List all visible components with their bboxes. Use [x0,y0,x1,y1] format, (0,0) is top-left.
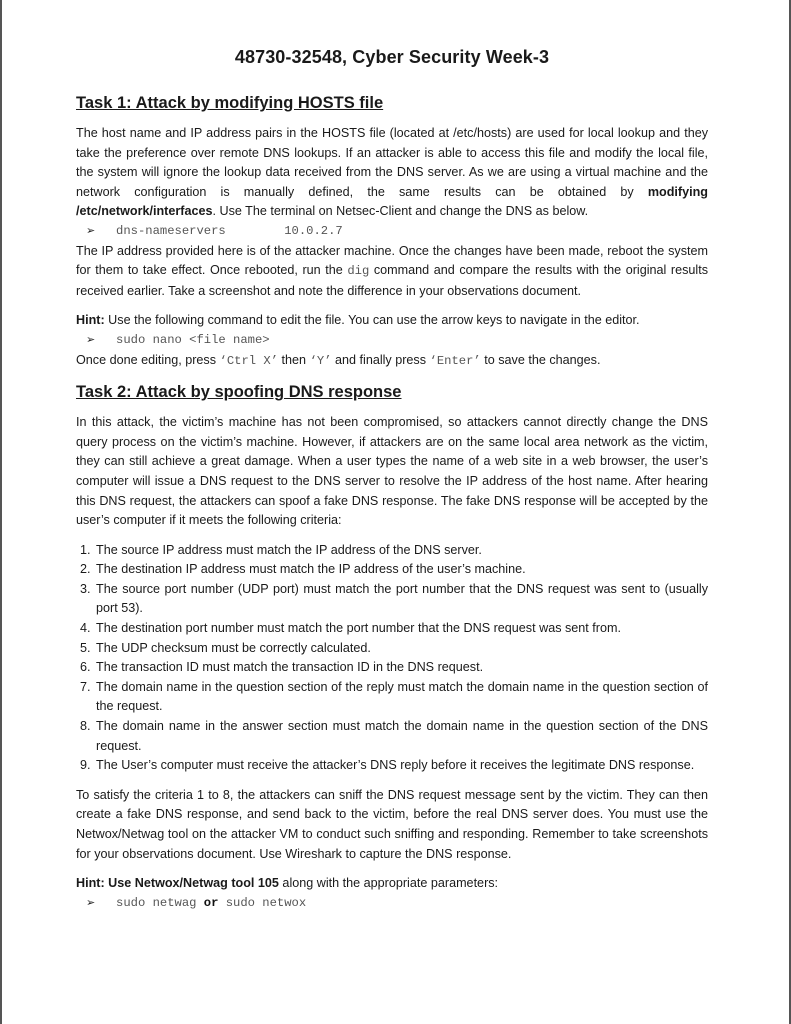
code-bullet-sudo-nano [86,331,708,351]
page-left-border [0,0,2,1024]
criteria-item: 4. The destination port number must match the port number that the DNS request was sent from. [94,619,708,639]
criteria-item: 7. The domain name in the question section of the reply must match the domain name in the question section of the request. [94,678,708,717]
task1-edit-instructions: Once done editing, press ‘Ctrl X’ then ‘Y’ and finally press ‘Enter’ to save the changes. [76,352,601,368]
arrowhead-bullet-icon: ➢ [86,224,96,237]
task1-heading: Task 1: Attack by modifying HOSTS file [76,94,384,112]
document-title: 48730-32548, Cyber Security Week-3 [234,47,550,67]
criteria-item: 8. The domain name in the answer section must match the domain name in the question section of the DNS request. [94,717,708,756]
criteria-item: 5. The UDP checksum must be correctly calculated. [94,639,708,659]
code-bullet-netwag-netwox [86,894,708,914]
code-sudo-nano: sudo nano <file name> [116,332,270,347]
code-bullet-dns-nameservers [86,222,708,242]
criteria-list [76,541,708,776]
task2-hint: Hint: Use Netwox/Netwag tool 105 along with the appropriate parameters: [76,876,499,891]
criteria-item: 2. The destination IP address must match the IP address of the user’s machine. [94,560,708,580]
task2-intro: In this attack, the victim’s machine has not been compromised, so attackers cannot directly change the DNS query process on the victim’s machine. However, if attackers are on the same local area network as the victim, they can still achieve a great damage. When a user types the name of a web site in a web browser, the user’s computer will issue a DNS request to the DNS server to resolve the IP address of the host name. After hearing this DNS request, the attackers can spoof a fake DNS response. The fake DNS response will be accepted by the user’s computer if it meets the following criteria: [76,415,708,528]
task2-heading: Task 2: Attack by spoofing DNS response [76,383,402,402]
code-or: or [203,895,219,910]
task2-outro: To satisfy the criteria 1 to 8, the attackers can sniff the DNS request message sent by the victim. They can then create a fake DNS response, and send back to the victim, before the real DNS server does. You must use the Netwox/Netwag tool on the attacker VM to conduct such sniffing and responding. Remember to take screenshots for your observations document. Use Wireshark to capture the DNS response. [76,787,708,861]
criteria-item: 1. The source IP address must match the IP address of the DNS server. [94,541,708,561]
arrowhead-bullet-icon: ➢ [86,896,96,909]
criteria-item: 9. The User’s computer must receive the attacker’s DNS reply before it receives the legitimate DNS response. [94,756,708,776]
task1-hint: Hint: Use the following command to edit the file. You can use the arrow keys to navigate in the editor. [76,313,640,328]
task1-paragraph-1: The host name and IP address pairs in the HOSTS file (located at /etc/hosts) are used for local lookup and they take the preference over remote DNS lookups. If an attacker is able to access this file and modify the local file, the system will ignore the lookup data received from the DNS server. As we are using a virtual machine and the network configuration is manually defined, the same results can be obtained by modifying /etc/network/interfaces. Use The terminal on Netsec-Client and change the DNS as below. [76,126,708,219]
document-page [76,44,708,913]
task1-paragraph-2: The IP address provided here is of the attacker machine. Once the changes have been made, reboot the system for them to take effect. Once rebooted, run the dig command and compare the results with the original results received earlier. Take a screenshot and note the difference in your observations document. [76,243,709,298]
code-dns-nameservers: dns-nameservers 10.0.2.7 [116,223,343,238]
code-sudo-netwag: sudo netwag [116,895,204,910]
arrowhead-bullet-icon: ➢ [86,333,96,346]
code-sudo-netwox: sudo netwox [218,895,307,910]
criteria-item: 3. The source port number (UDP port) must match the port number that the DNS request was sent to (usually port 53). [94,580,708,619]
criteria-item: 6. The transaction ID must match the transaction ID in the DNS request. [94,658,708,678]
